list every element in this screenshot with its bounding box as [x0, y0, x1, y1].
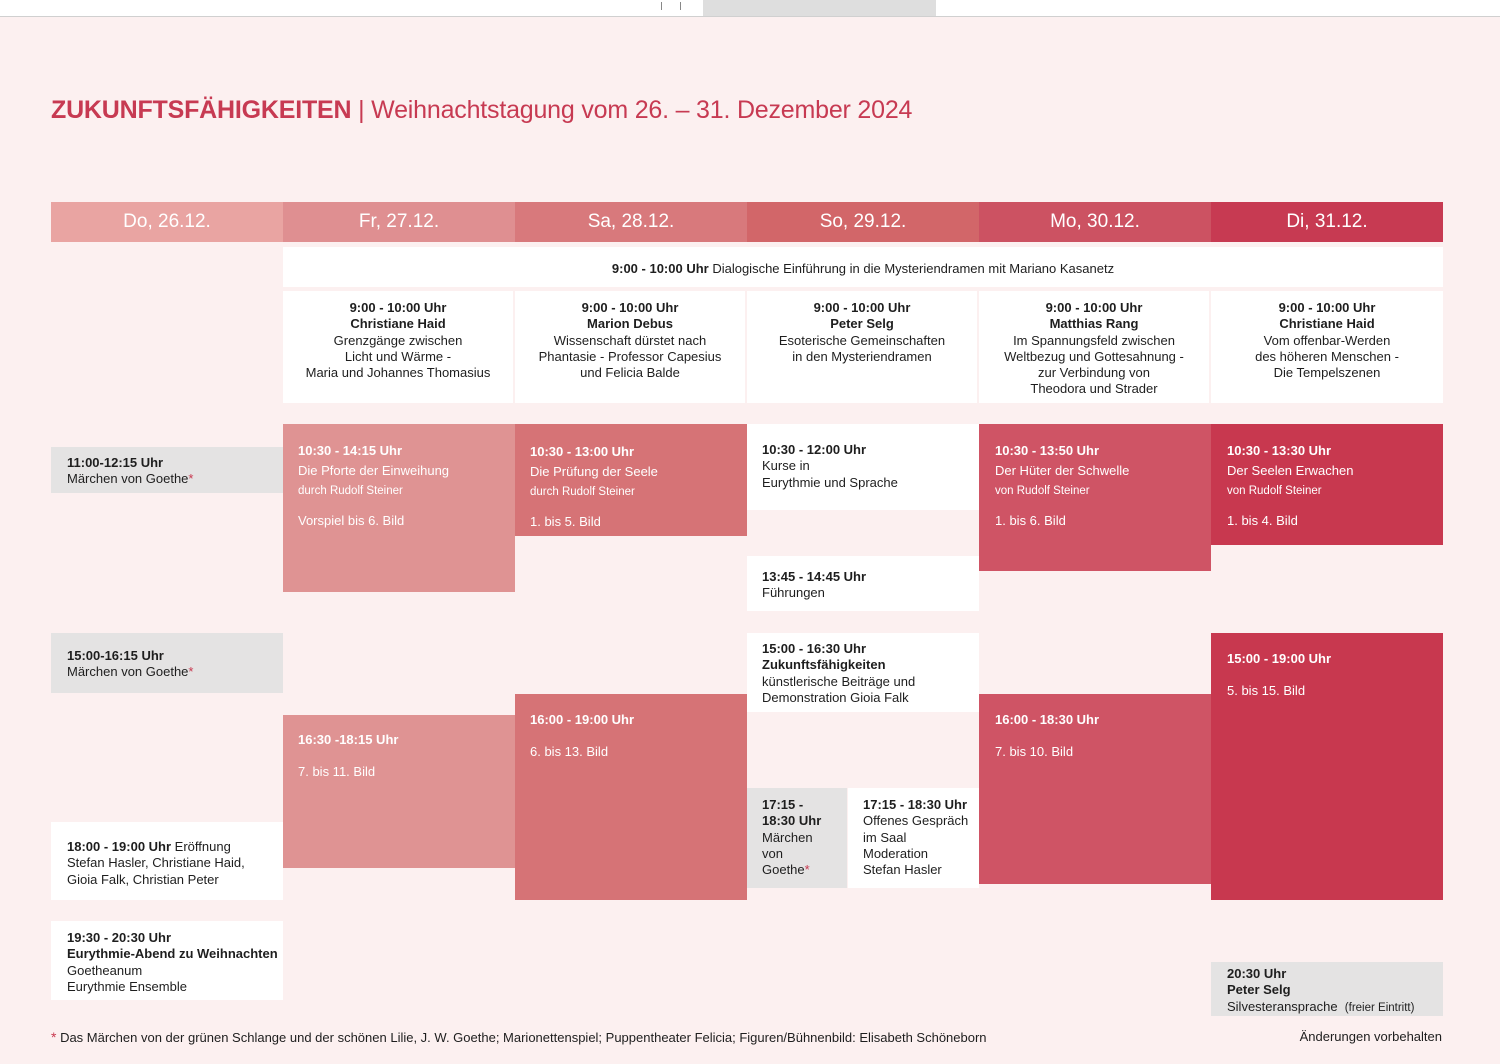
mon-drama-afternoon: 16:00 - 18:30 Uhr 7. bis 10. Bild	[979, 694, 1211, 884]
sun-zukunftsfaehigkeiten: 15:00 - 16:30 Uhr Zukunftsfähigkeiten künstlerische Beiträge und Demonstration Gioia Falk	[747, 633, 979, 712]
day-header-mon: Mo, 30.12.	[979, 202, 1211, 242]
day-header-sat: Sa, 28.12.	[515, 202, 747, 242]
sun-maerchen-evening: 17:15 - 18:30 Uhr Märchen von Goethe*	[747, 788, 847, 888]
sat-drama-afternoon: 16:00 - 19:00 Uhr 6. bis 13. Bild	[515, 694, 747, 900]
thu-eurythmy-evening: 19:30 - 20:30 Uhr Eurythmie-Abend zu Weihnachten Goetheanum Eurythmie Ensemble	[51, 921, 283, 1000]
dialog-intro-event: 9:00 - 10:00 Uhr Dialogische Einführung in die Mysteriendramen mit Mariano Kasanetz	[283, 247, 1443, 287]
day-header-tue: Di, 31.12.	[1211, 202, 1443, 242]
tue-new-year-speech: 20:30 Uhr Peter Selg Silvesteransprache (freier Eintritt)	[1211, 962, 1443, 1016]
toolbar-divider	[661, 2, 662, 10]
sun-courses: 10:30 - 12:00 Uhr Kurse in Eurythmie und Sprache	[747, 424, 979, 510]
tue-drama-morning: 10:30 - 13:30 Uhr Der Seelen Erwachen von Rudolf Steiner 1. bis 4. Bild	[1211, 424, 1443, 545]
day-header-thu: Do, 26.12.	[51, 202, 283, 242]
day-header-sun: So, 29.12.	[747, 202, 979, 242]
mon-drama-morning: 10:30 - 13:50 Uhr Der Hüter der Schwelle von Rudolf Steiner 1. bis 6. Bild	[979, 424, 1211, 571]
thu-maerchen-morning: 11:00-12:15 Uhr Märchen von Goethe*	[51, 447, 283, 493]
tue-drama-afternoon: 15:00 - 19:00 Uhr 5. bis 15. Bild	[1211, 633, 1443, 900]
fri-drama-afternoon: 16:30 -18:15 Uhr 7. bis 11. Bild	[283, 715, 515, 868]
morning-lecture-fri: 9:00 - 10:00 Uhr Christiane Haid Grenzgänge zwischen Licht und Wärme - Maria und Johannes Thomasius	[283, 291, 513, 403]
sat-drama-morning: 10:30 - 13:00 Uhr Die Prüfung der Seele durch Rudolf Steiner 1. bis 5. Bild	[515, 424, 747, 536]
changes-reserved-note: Änderungen vorbehalten	[1299, 1029, 1442, 1044]
page-title: ZUKUNFTSFÄHIGKEITEN | Weihnachtstagung vom 26. – 31. Dezember 2024	[51, 96, 913, 124]
top-toolbar	[0, 0, 1500, 17]
morning-lecture-tue: 9:00 - 10:00 Uhr Christiane Haid Vom offenbar-Werden des höheren Menschen - Die Tempelszenen	[1211, 291, 1443, 403]
sun-open-talk: 17:15 - 18:30 Uhr Offenes Gespräch im Saal Moderation Stefan Hasler	[848, 788, 979, 888]
thu-opening: 18:00 - 19:00 Uhr Eröffnung Stefan Hasler, Christiane Haid, Gioia Falk, Christian Peter	[51, 822, 283, 900]
morning-lecture-mon: 9:00 - 10:00 Uhr Matthias Rang Im Spannungsfeld zwischen Weltbezug und Gottesahnung - zur Verbindung von Theodora und Strader	[979, 291, 1209, 403]
morning-lecture-sun: 9:00 - 10:00 Uhr Peter Selg Esoterische Gemeinschaften in den Mysteriendramen	[747, 291, 977, 403]
toolbar-tab[interactable]	[703, 0, 936, 16]
day-header-fri: Fr, 27.12.	[283, 202, 515, 242]
fri-drama-morning: 10:30 - 14:15 Uhr Die Pforte der Einweihung durch Rudolf Steiner Vorspiel bis 6. Bild	[283, 424, 515, 592]
sun-tours: 13:45 - 14:45 Uhr Führungen	[747, 556, 979, 611]
morning-lecture-sat: 9:00 - 10:00 Uhr Marion Debus Wissenschaft dürstet nach Phantasie - Professor Capesius und Felicia Balde	[515, 291, 745, 403]
toolbar-divider	[680, 2, 681, 10]
footnote: * Das Märchen von der grünen Schlange und der schönen Lilie, J. W. Goethe; Marionettenspiel; Puppentheater Felicia; Figuren/Bühnenbild: Elisabeth Schöneborn	[51, 1029, 987, 1045]
thu-maerchen-afternoon: 15:00-16:15 Uhr Märchen von Goethe*	[51, 633, 283, 693]
